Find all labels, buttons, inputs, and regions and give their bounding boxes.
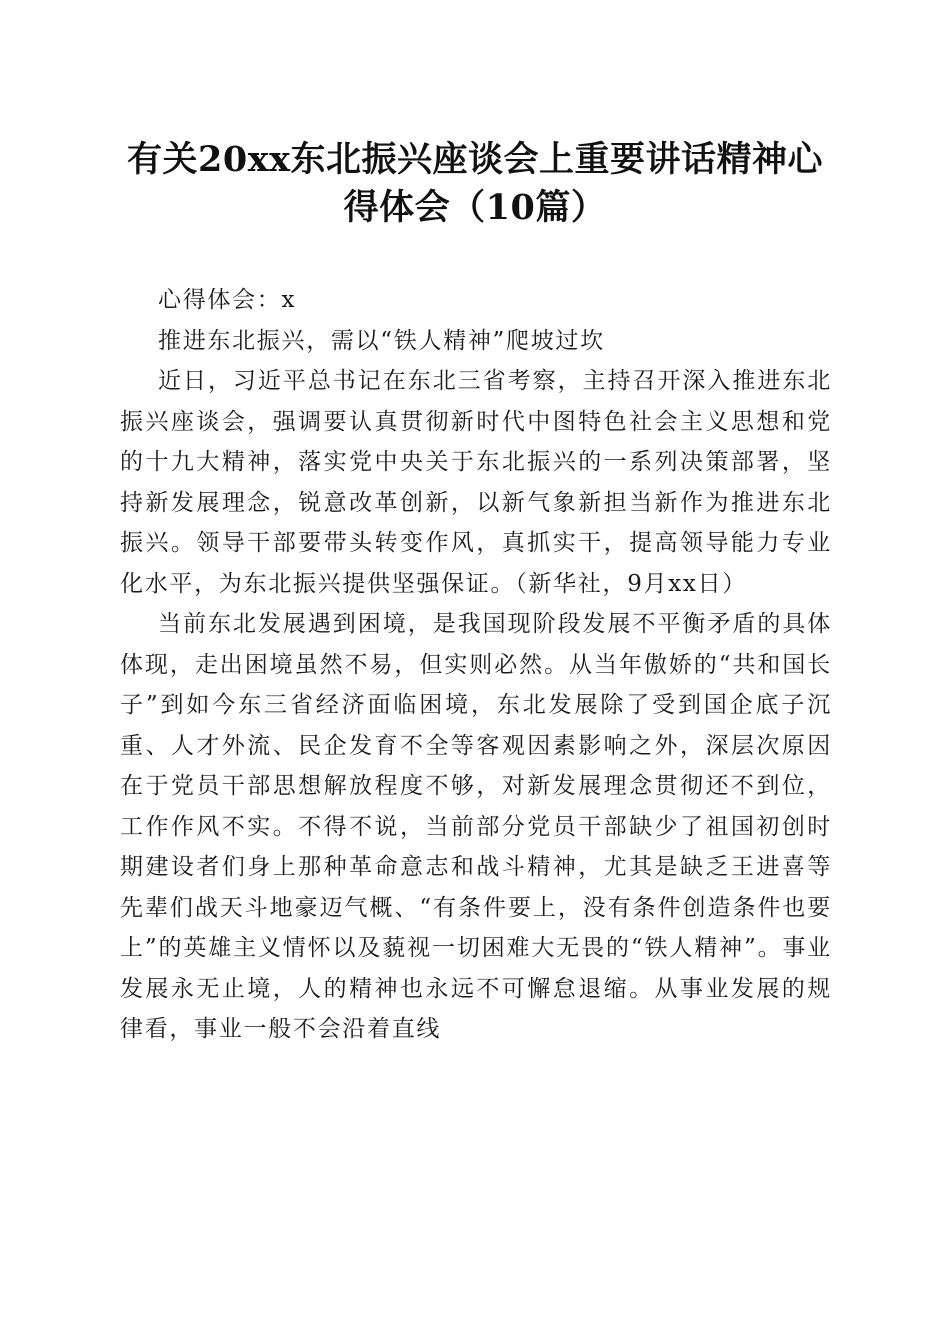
paragraph-author: 心得体会：x [158, 287, 297, 313]
document-title: 有关20xx东北振兴座谈会上重要讲话精神心得体会（10篇） [127, 139, 823, 228]
paragraph-subtitle: 推进东北振兴，需以“铁人精神”爬坡过坎 [158, 327, 605, 354]
paragraph-analysis: 当前东北发展遇到困境，是我国现阶段发展不平衡矛盾的具体体现，走出困境虽然不易，但实则必然。从当年傲娇的“共和国长子”到如今东三省经济面临困境，东北发展除了受到国企底子沉重、人才外流、民企发育不全等客观因素影响之外，深层次原因在于党员干部思想解放程度不够，对新发展理念贯彻还不到位，工作作风不实。不得不说，当前部分党员干部缺少了祖国初创时期建设者们身上那种革命意志和战斗精神，尤其是缺乏王进喜等先辈们战天斗地豪迈气概、“有条件要上，没有条件创造条件也要上”的英雄主义情怀以及藐视一切困难大无畏的“铁人精神”。事业发展永无止境，人的精神也永远不可懈怠退缩。从事业发展的规律看，事业一般不会沿着直线 [120, 611, 832, 1042]
document-body [120, 280, 832, 1050]
paragraph-news: 近日，习近平总书记在东北三省考察，主持召开深入推进东北振兴座谈会，强调要认真贯彻新时代中图特色社会主义思想和党的十九大精神，落实党中央关于东北振兴的一系列决策部署，坚持新发展理念，锐意改革创新，以新气象新担当新作为推进东北振兴。领导干部要带头转变作风，真抓实干，提高领导能力专业化水平，为东北振兴提供坚强保证。（新华社，9月xx日） [120, 368, 832, 597]
